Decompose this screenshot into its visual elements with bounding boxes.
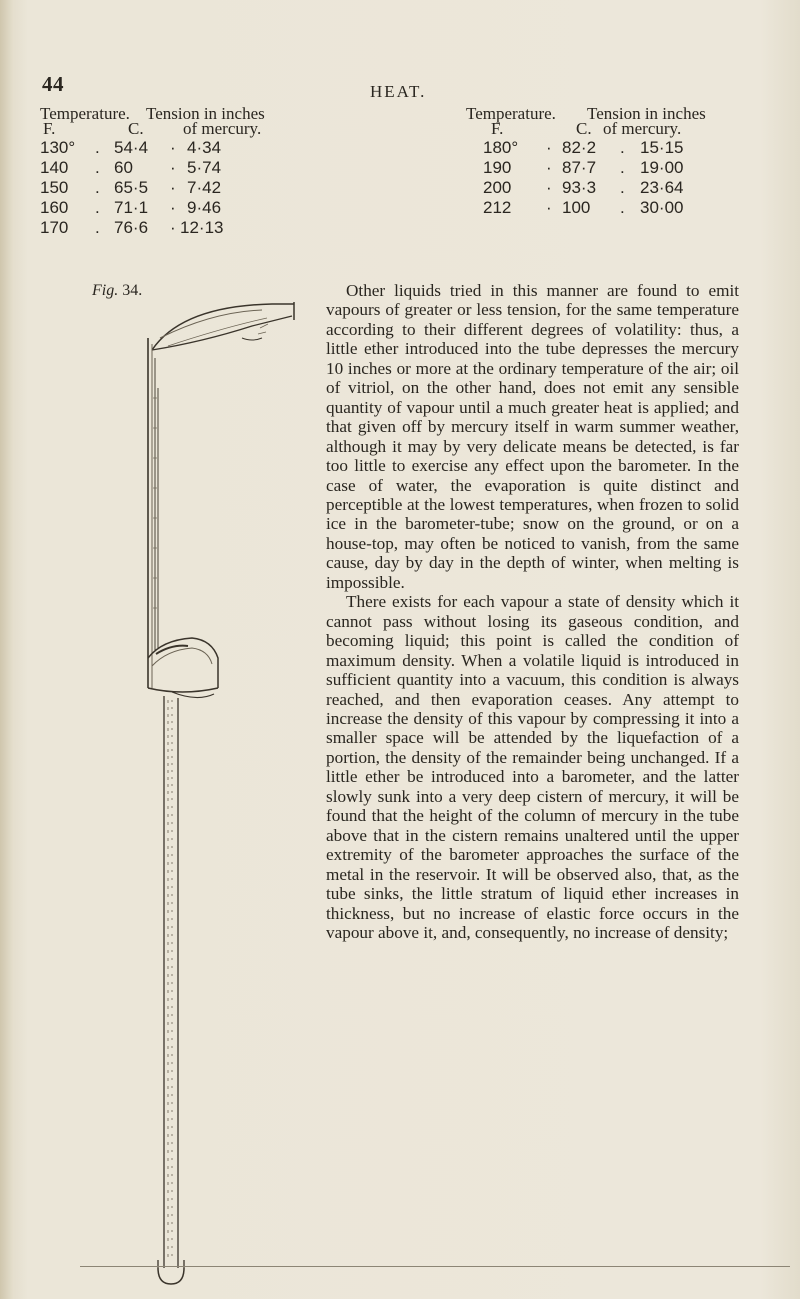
tension-value: 12·13 (180, 218, 224, 237)
temp-f: 150 (40, 178, 69, 197)
body-text (326, 281, 739, 942)
header-temperature: Temperature. (466, 104, 556, 123)
temp-f: 140 (40, 158, 69, 177)
header-fahrenheit: F. (43, 119, 56, 138)
temp-c: 76·6 (114, 218, 149, 237)
header-celsius: C. (128, 119, 144, 138)
header-tension: Tension in inches (587, 104, 706, 123)
barometer-drawing (142, 298, 312, 798)
vapour-tension-table-left: Temperature. Tension in inches F. C. of mercury. 130° . 54·4 · 4·34 140 . 60 · 5·74 150 . 65·5 · 7·42 160 . 71·1 · 9·46 170 . 76·6 · 12·13 (40, 104, 265, 237)
barometer-illustration (142, 298, 312, 1298)
temp-f: 170 (40, 218, 69, 237)
page-number: 44 (42, 72, 64, 96)
tension-value: 23·64 (640, 178, 684, 197)
temp-f: 212 (483, 198, 512, 217)
temp-f: 200 (483, 178, 512, 197)
temp-f: 130° (40, 138, 76, 157)
header-of-mercury: of mercury. (183, 119, 262, 138)
figure-number: 34. (122, 282, 143, 299)
temp-c: 54·4 (114, 138, 149, 157)
temp-c: 93·3 (562, 178, 597, 197)
running-head: HEAT. (370, 82, 427, 101)
paragraph-1: Other liquids tried in this manner are found to emit vapours of greater or less tension, for the same temperature according to their different degrees of volatility: thus, a little ether introduced into the tube depresses the mercury 10 inches or more at the ordinary temperature of the air; oil of vitriol, on the other hand, does not emit any sensible quantity of vapour until a much greater heat is applied; and that given off by mercury itself in warm summer weather, although it may by very delicate means be detected, is far too little to exercise any effect upon the barometer. In the case of water, the evaporation is quite distinct and perceptible at the lowest temperatures, when frozen to solid ice in the barometer-tube; snow on the ground, or on a house-top, may often be noticed to vanish, from the same cause, day by day in the depth of winter, when melting is impossible. (326, 281, 739, 592)
tension-value: 15·15 (640, 138, 684, 157)
temp-f: 160 (40, 198, 69, 217)
tension-value: 30·00 (640, 198, 684, 217)
header-fahrenheit: F. (491, 119, 504, 138)
tension-value: 9·46 (187, 198, 222, 217)
tension-value: 4·34 (187, 138, 222, 157)
figure-label (92, 282, 142, 300)
tension-value: 5·74 (187, 158, 222, 177)
header-of-mercury: of mercury. (603, 119, 682, 138)
header-temperature: Temperature. (40, 104, 130, 123)
tension-value: 7·42 (187, 178, 222, 197)
header-tension: Tension in inches (146, 104, 265, 123)
temp-c: 87·7 (562, 158, 597, 177)
temp-c: 100 (562, 198, 591, 217)
temp-c: 71·1 (114, 198, 149, 217)
temp-f: 180° (483, 138, 519, 157)
temp-f: 190 (483, 158, 512, 177)
page-gutter (0, 0, 14, 1299)
temp-c: 65·5 (114, 178, 149, 197)
header-celsius: C. (576, 119, 592, 138)
barometer-tube-lower (142, 798, 312, 1298)
tension-value: 19·00 (640, 158, 684, 177)
page-bottom-edge (80, 1266, 790, 1267)
paragraph-2: There exists for each vapour a state of density which it cannot pass without losing its gaseous condition, and becoming liquid; this point is called the condition of maximum density. When a volatile liquid is introduced in sufficient quantity into a vacuum, this condition is always reached, and then evaporation ceases. Any attempt to increase the density of this vapour by compressing it into a smaller space will be attended by the liquefaction of a portion, the density of the remainder being unchanged. If a little ether be introduced into a barometer, and the latter slowly sunk into a very deep cistern of mercury, it will be found that the height of the column of mercury in the tube above that in the cistern remains unaltered until the upper extremity of the barometer approaches the surface of the metal in the reservoir. It will be observed also, that, as the tube sinks, the little stratum of liquid ether increases in thickness, but no increase of elastic force occurs in the vapour above it, and, consequently, no increase of density; (326, 592, 739, 942)
temp-c: 82·2 (562, 138, 597, 157)
vapour-tension-table-right: Temperature. Tension in inches F. C. of mercury. 180° · 82·2 . 15·15 190 · 87·7 . 19·00 200 · 93·3 . 23·64 212 · 100 . 30·00 (466, 104, 706, 217)
temp-c: 60 (114, 158, 133, 177)
figure-label-text: Fig. (92, 282, 119, 299)
